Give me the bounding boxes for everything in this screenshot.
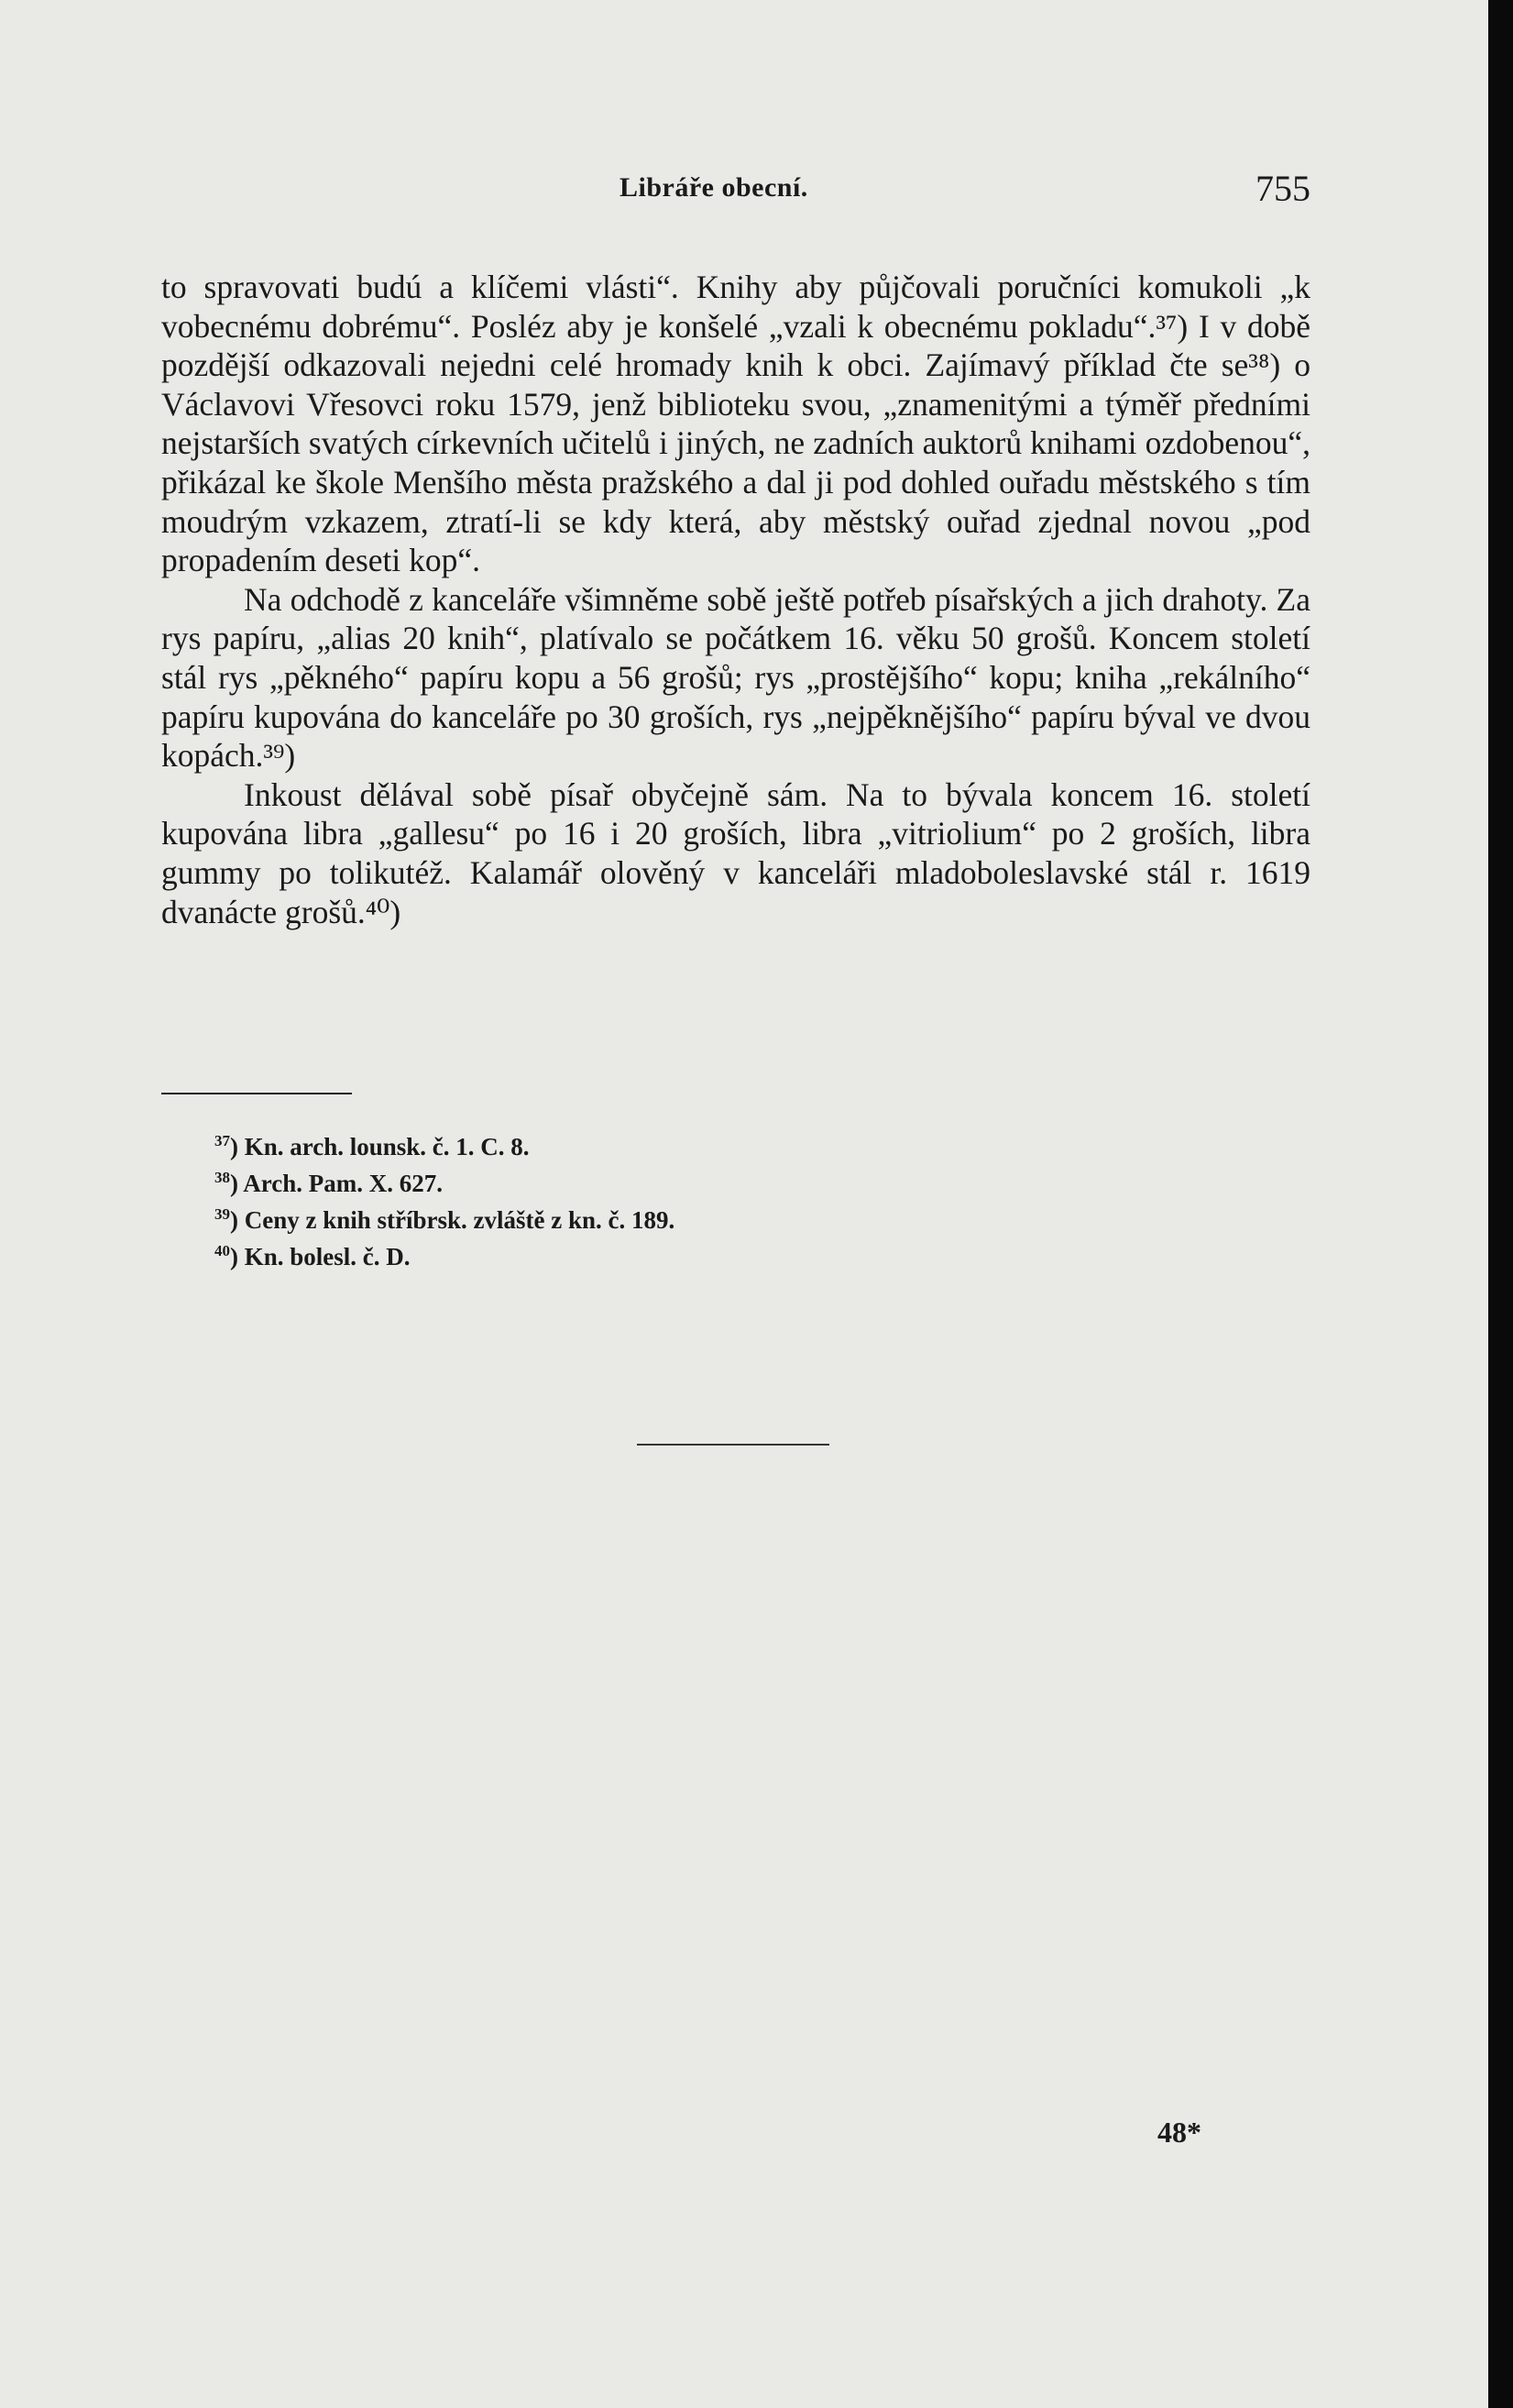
footnote-number: 37: [214, 1132, 230, 1149]
footnote-38: [214, 1162, 1131, 1199]
page-number: 755: [1255, 168, 1310, 209]
footnote-text: ) Kn. arch. lounsk. č. 1. C. 8.: [230, 1133, 530, 1160]
footnote-divider: [161, 1093, 352, 1094]
footnote-number: 39: [214, 1205, 230, 1223]
footnote-40: [214, 1236, 1131, 1272]
paragraph-3: Inkoust dělával sobě písař obyčejně sám. Na to bývala koncem 16. století kupována libra „gallesu“ po 16 i 20 groších, libra „vitriolium“ po 2 groších, libra gummy po tolikutéž. Kalamář olověný v kanceláři mladoboleslavské stál r. 1619 dvanácte grošů.⁴⁰): [161, 775, 1310, 930]
footnote-text: ) Arch. Pam. X. 627.: [230, 1170, 443, 1197]
footnote-number: 40: [214, 1242, 230, 1259]
footnote-39: [214, 1199, 1131, 1236]
footnote-text: ) Kn. bolesl. č. D.: [230, 1243, 411, 1270]
page-header: [161, 167, 1310, 222]
signature-mark: 48*: [1157, 2116, 1201, 2149]
footnote-text: ) Ceny z knih stříbrsk. zvláště z kn. č. 189.: [230, 1206, 675, 1234]
paragraph-1: to spravovati budú a klíčemi vlásti“. Knihy aby půjčovali poručníci komukoli „k vobecnému dobrému“. Posléz aby je konšelé „vzali k obecnému pokladu“.³⁷) I v době pozdější odkazovali nejedni celé hromady knih k obci. Zajímavý příklad čte se³⁸) o Václavovi Vřesovci roku 1579, jenž biblioteku svou, „znamenitými a týměř předními nejstarších svatých církevních učitelů i jiných, ne zadních auktorů knihami ozdobenou“, přikázal ke škole Menšího města pražského a dal ji pod dohled ouřadu městského s tím moudrým vzkazem, ztratí-li se kdy která, aby městský ouřad zjednal novou „pod propadením deseti kop“.: [161, 269, 1310, 579]
footnote-number: 38: [214, 1169, 230, 1186]
main-text: [161, 268, 1310, 931]
footnotes: [214, 1126, 1131, 1272]
paragraph-2: Na odchodě z kanceláře všimněme sobě ještě potřeb písařských a jich drahoty. Za rys papíru, „alias 20 knih“, platívalo se počátkem 16. věku 50 grošů. Koncem století stál rys „pěkného“ papíru kopu a 56 grošů; rys „prostějšího“ kopu; kniha „rekálního“ papíru kupována do kanceláře po 30 groších, rys „nejpěknějšího“ papíru býval ve dvou kopách.³⁹): [161, 580, 1310, 775]
running-title: Libráře obecní.: [619, 172, 808, 203]
footnote-37: [214, 1126, 1131, 1162]
section-divider: [637, 1444, 829, 1446]
